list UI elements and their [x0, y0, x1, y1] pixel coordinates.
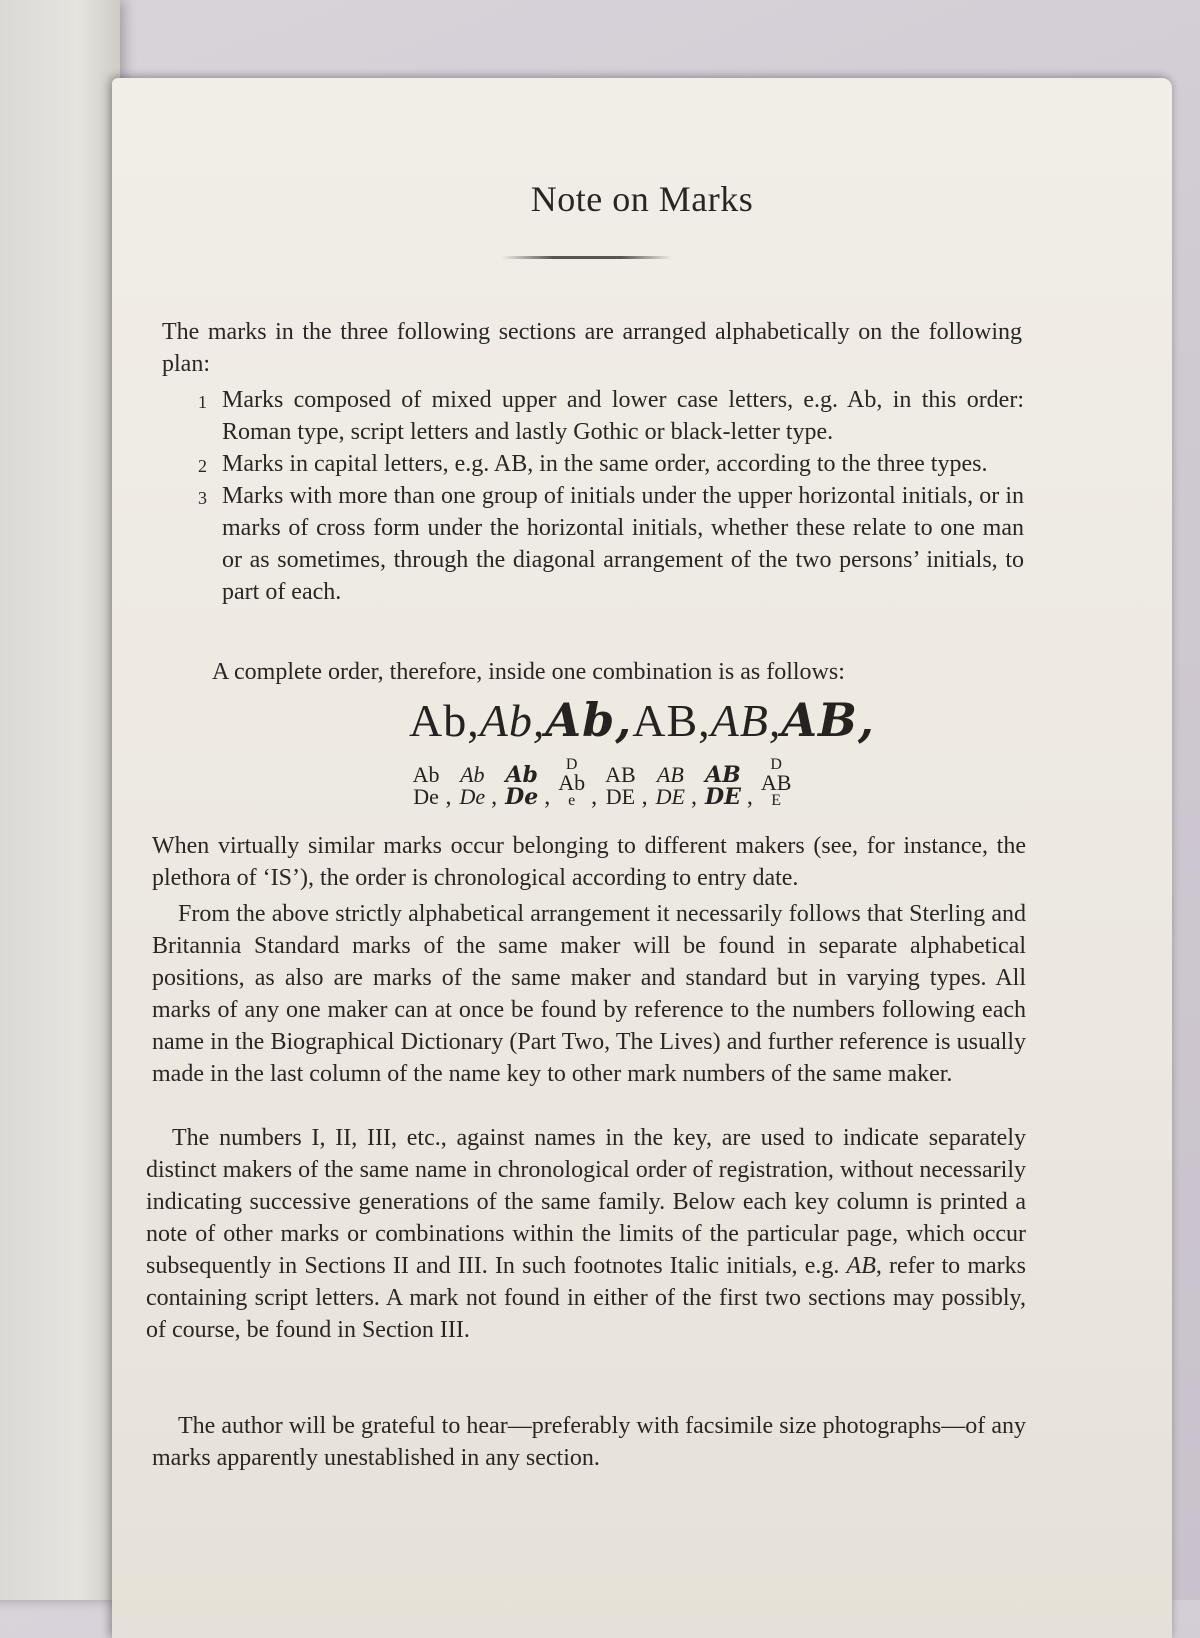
mark-gothic-mixed: Ab, — [545, 693, 633, 747]
stacked-mark-bottom: DE — [655, 784, 685, 809]
italic-initials: AB — [846, 1253, 876, 1279]
stacked-mark — [459, 764, 485, 808]
paragraph-author-request: The author will be grateful to hear—preferably with facsimile size photographs—of any marks apparently unestablished in any section. — [152, 1413, 1026, 1471]
stacked-mark-bottom: e — [568, 792, 576, 809]
paragraph-numbers-text: The numbers I, II, III, etc., against names in the key, are used to indicate separately distinct makers of the same name in chronological order of registration, without necessarily indicating successive generations of the same family. Below each key column is printed a note of other marks or combinations within the limits of the particular page, which occur subsequently in Sections II and III. In such footnotes Italic initials, e.g. — [146, 1125, 1026, 1279]
list-item-text: Marks composed of mixed upper and lower case letters, e.g. Ab, in this order: Roman type, script letters and lastly Gothic or black-letter type. — [222, 387, 1024, 445]
paragraph-numbers — [146, 1122, 1026, 1346]
stacked-mark-top: AB — [605, 762, 636, 787]
mark-script-mixed: Ab, — [479, 695, 546, 746]
stacked-mark-top: AB — [705, 762, 741, 788]
stacked-mark-sequence — [352, 758, 852, 808]
stacked-mark — [705, 764, 741, 808]
stacked-mark-bottom: De — [413, 784, 439, 809]
stacked-mark-bottom: DE — [605, 784, 636, 809]
stacked-mark-middle: Ab — [558, 770, 586, 795]
list-number: 1 — [198, 392, 207, 412]
stacked-mark-top: Ab — [505, 762, 538, 788]
mark-sequence — [112, 693, 1172, 747]
stacked-mark-top: D — [565, 756, 578, 773]
stacked-mark — [505, 764, 538, 808]
list-item — [198, 480, 1024, 608]
stacked-mark-top: Ab — [460, 762, 485, 787]
title-rule — [502, 256, 672, 259]
stacked-mark — [558, 758, 585, 808]
stacked-mark — [413, 764, 440, 808]
mark-gothic-capitals: AB, — [781, 693, 875, 747]
list-number: 3 — [198, 488, 207, 508]
list-item — [198, 448, 1024, 480]
mark-roman-capitals: AB, — [632, 695, 711, 746]
paragraph-numbers-text-end: , refer to marks containing script letters. A mark not found in either of the first two sections may possibly, of course, be found in Section III. — [146, 1253, 1026, 1343]
stacked-mark-bottom: De — [505, 784, 539, 810]
separator: , — [445, 784, 452, 810]
list-item-text: Marks in capital letters, e.g. AB, in the same order, according to the three types. — [222, 451, 988, 477]
separator: , — [641, 784, 648, 810]
stacked-mark — [656, 764, 685, 808]
stacked-mark-middle: AB — [760, 770, 792, 795]
intro-paragraph: The marks in the three following sections are arranged alphabetically on the following plan: — [162, 319, 1022, 377]
page-title: Note on Marks — [530, 179, 754, 219]
list-item — [198, 384, 1024, 448]
stacked-mark-top: D — [770, 756, 782, 773]
paragraph-arrangement: From the above strictly alphabetical arrangement it necessarily follows that Sterling and Britannia Standard marks of the same maker will be found in separate alphabetical positions, as also are marks of the same maker and standard but in varying types. All marks of any one maker can at once be found by reference to the numbers following each name in the Biographical Dictionary (Part Two, The Lives) and further reference is usually made in the last column of the name key to other mark numbers of the same maker. — [152, 901, 1026, 1087]
stacked-mark-bottom: E — [771, 792, 782, 809]
separator: , — [746, 784, 753, 810]
list-item-text: Marks with more than one group of initials under the upper horizontal initials, or in marks of cross form under the horizontal initials, whether these relate to one man or as sometimes, through the diagonal arrangement of the two persons’ initials, to part of each. — [222, 483, 1024, 605]
list-number: 2 — [198, 456, 207, 476]
stacked-mark-top: Ab — [412, 762, 440, 787]
stacked-mark — [761, 758, 792, 808]
mark-roman-mixed: Ab, — [409, 695, 480, 746]
facing-page — [0, 0, 120, 1600]
stacked-mark-top: AB — [656, 762, 684, 787]
paragraph-chronological: When virtually similar marks occur belonging to different makers (see, for instance, the plethora of ‘IS’), the order is chronological according to entry date. — [152, 833, 1026, 891]
stacked-mark-bottom: DE — [704, 784, 741, 810]
separator: , — [690, 784, 697, 810]
stacked-mark — [605, 764, 636, 808]
mark-script-capitals: AB, — [710, 695, 782, 746]
separator: , — [491, 784, 498, 810]
order-line: A complete order, therefore, inside one combination is as follows: — [212, 659, 845, 685]
plan-list — [198, 384, 1024, 608]
stacked-mark-bottom: De — [459, 784, 486, 809]
separator: , — [544, 784, 551, 810]
separator: , — [591, 784, 598, 810]
book-page — [112, 78, 1172, 1638]
